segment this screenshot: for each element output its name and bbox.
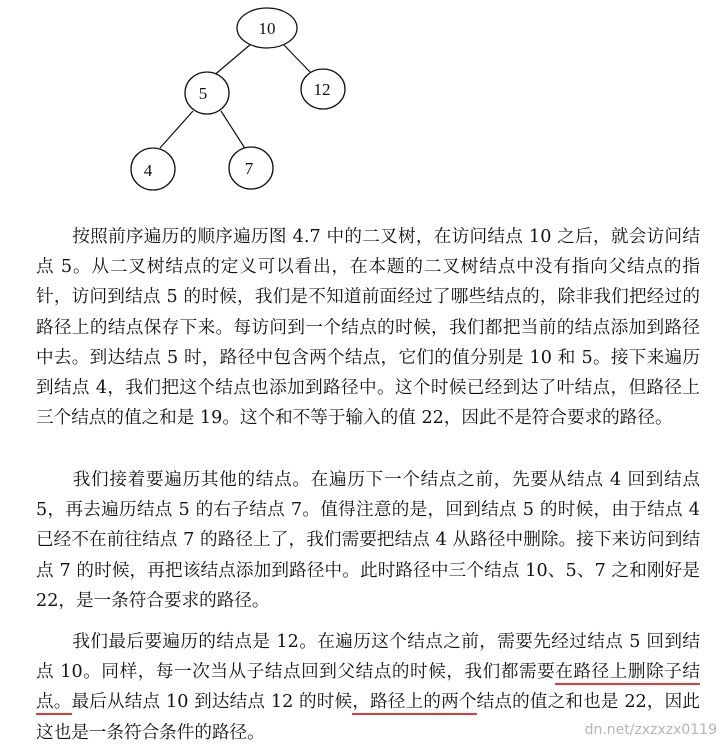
tree-node-label: 4 xyxy=(143,161,153,180)
tree-edge-5-7 xyxy=(221,111,246,150)
tree-node-label: 5 xyxy=(198,84,208,103)
tree-node-4 xyxy=(131,148,175,190)
paragraph-2-text: 我们接着要遍历其他的结点。在遍历下一个结点之前，先要从结点 4 回到结点 5，再去遍历结点 5 的右子结点 7。值得注意的是，回到结点 5 的时候，由于结点 4 已经不在前往结点 7 的路径上了，我们需要把结点 4 从路径中删除。接下来访问到结点 7 的时候，再把该结点添加到路径中。此时路径中三个结点 10、5、7 之和刚好是 22，是一条符合要求的路径。 xyxy=(36,470,700,611)
tree-node-7 xyxy=(229,147,273,189)
tree-edge-10-12 xyxy=(283,44,311,73)
tree-edge-5-4 xyxy=(160,111,193,148)
paragraph-1 xyxy=(36,222,700,433)
tree-node-10 xyxy=(237,8,297,48)
tree-node-label: 12 xyxy=(313,80,331,99)
underlined-phrase-2: ，路径上的两个 xyxy=(352,692,476,715)
tree-node-12 xyxy=(301,69,345,109)
underlined-phrase-1: 在路径上删除子结点。 xyxy=(36,662,700,715)
paragraph-3-text-b: 最后从结点 10 到达结点 12 的时候 xyxy=(71,692,353,713)
tree-node-label: 10 xyxy=(258,19,276,38)
tree-node-label: 7 xyxy=(244,159,254,178)
paragraph-1-text: 按照前序遍历的顺序遍历图 4.7 中的二叉树，在访问结点 10 之后，就会访问结点 5。从二叉树结点的定义可以看出，在本题的二叉树结点中没有指向父结点的指针，访问到结点 5 的时候，我们是不知道前面经过了哪些结点的，除非我们把经过的路径上的结点保存下来。每访问到一个结点的时候，我们都把当前的结点添加到路径中去。到达结点 5 时，路径中包含两个结点，它们的值分别是 10 和 5。接下来遍历到结点 4，我们把这个结点也添加到路径中。这个时候已经到达了叶结点，但路径上三个结点的值之和是 19。这个和不等于输入的值 22，因此不是符合要求的路径。 xyxy=(36,227,700,429)
paragraph-3-text-a: 我们最后要遍历的结点是 12。在遍历这个结点之前，需要先经过结点 5 回到结点 10。同样，每一次当从子结点回到父结点的时候，我们都需要 xyxy=(36,632,700,683)
binary-tree-figure xyxy=(0,0,723,200)
tree-edge-10-5 xyxy=(212,44,251,77)
watermark-text: dn.net/zxzxzx0119 xyxy=(584,722,717,738)
paragraph-2 xyxy=(36,465,700,616)
paragraph-3-text-c: 结点的值之和也是 22，因此这也是一条符合条件的路径。 xyxy=(36,692,700,743)
tree-node-5 xyxy=(185,72,229,114)
